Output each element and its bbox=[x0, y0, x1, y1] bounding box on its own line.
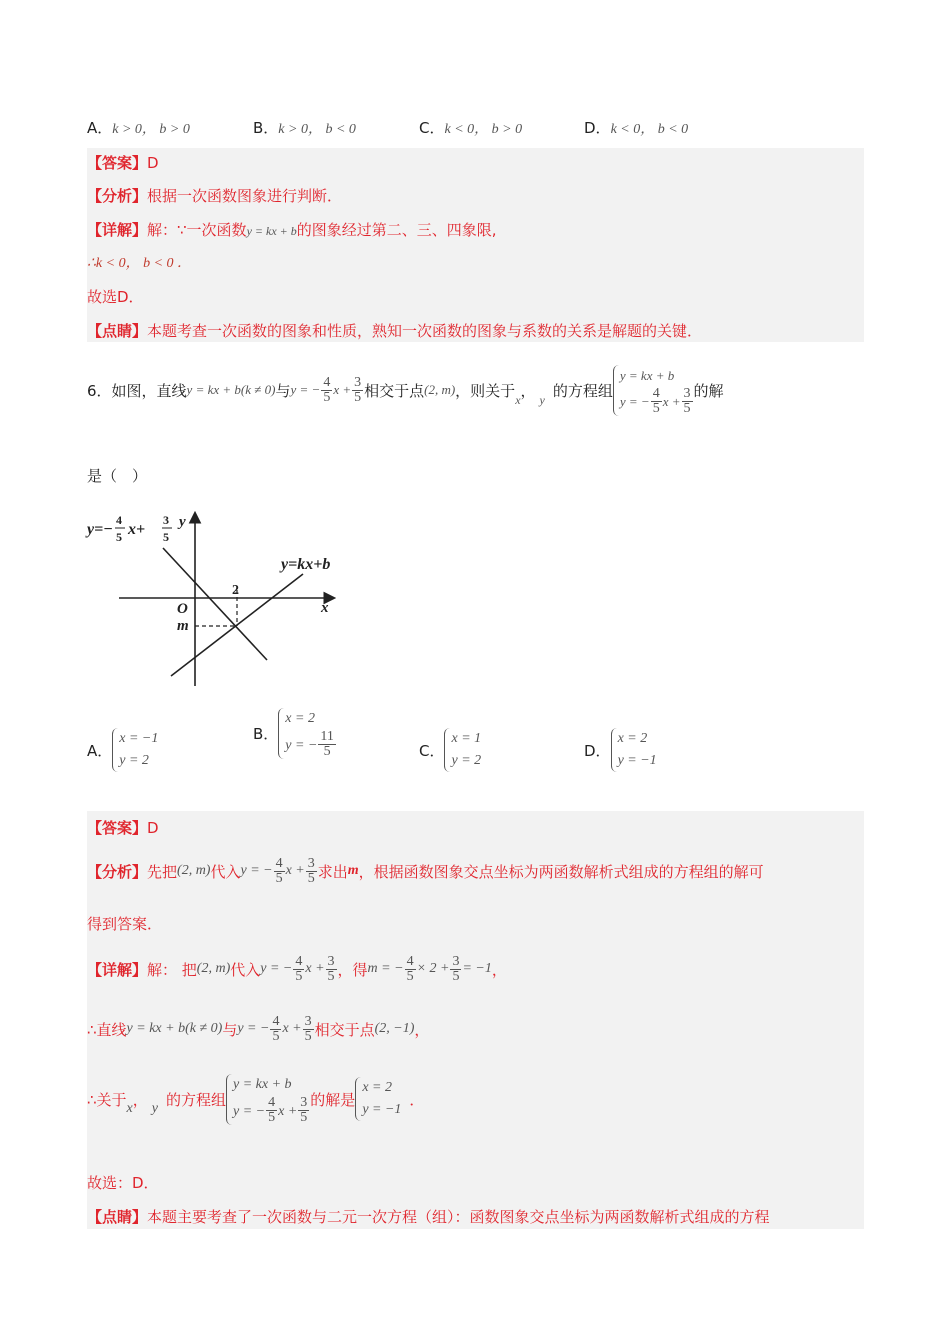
q5-conclusion: 故选D． bbox=[87, 288, 144, 306]
label-frac-5a: 5 bbox=[116, 530, 122, 544]
q5-analysis: 【分析】根据一次函数图象进行判断． bbox=[87, 187, 343, 205]
q6-analysis-line-1: 【分析】 先把 (2, m) 代入 y = − $\frac{4}{5}$ x + $\frac{3}{5}$ 求出 m ，根据函数图象交点坐标为两函数解析式组成的方程组的解可 bbox=[87, 855, 764, 886]
q6-option-a: A． x = −1 y = 2 bbox=[87, 728, 158, 772]
q6-analysis-line-2: 得到答案． bbox=[87, 915, 163, 933]
q6-option-d: D． x = 2 y = −1 bbox=[584, 728, 657, 772]
q6-comment: 【点睛】本题主要考查了一次函数与二元一次方程（组）：函数图象交点坐标为两函数解析式组成的方程 bbox=[87, 1208, 770, 1226]
q5-answer: 【答案】D bbox=[87, 154, 159, 172]
q6-answer: 【答案】D bbox=[87, 819, 159, 837]
label-frac-4: 4 bbox=[116, 513, 122, 527]
label-origin: O bbox=[177, 601, 188, 617]
label-m: m bbox=[177, 618, 189, 634]
q5-option-d: D．k < 0， b < 0 bbox=[584, 119, 689, 137]
label-2: 2 bbox=[232, 583, 239, 598]
q5-comment: 【点睛】本题考查一次函数的图象和性质，熟知一次函数的图象与系数的关系是解题的关键． bbox=[87, 322, 703, 340]
q6-line1-eq: y = kx + b(k ≠ 0) bbox=[186, 382, 276, 397]
q6-detail-line-1: 【详解】 解： 把 (2, m) 代入 y = − $\frac{4}{5}$ x + $\frac{3}{5}$ ，得 m = − $\frac{4}{5}$ × 2 + $\frac{3}{5}$ = −1 ， bbox=[87, 953, 507, 984]
q6-conclusion: 故选：D． bbox=[87, 1174, 159, 1192]
fraction-3-5: $\frac{3}{5}$ bbox=[354, 374, 362, 405]
q5-option-a: A．k > 0， b > 0 bbox=[87, 119, 190, 137]
q5-detail-line-1: 【详解】解：∵一次函数y = kx + b的图象经过第二、三、四象限, bbox=[87, 221, 497, 239]
label-line-2: y=− bbox=[87, 521, 113, 538]
q6-detail-line-2: ∴直线 y = kx + b(k ≠ 0) 与 y = − $\frac{4}{5}$ x + $\frac{3}{5}$ 相交于点 (2, −1) ， bbox=[87, 1013, 430, 1044]
q6-detail-line-3: ∴关于 x ， y 的方程组 y = kx + b y = − $\frac{4}{5}$ x + $\frac{3}{5}$ 的解是 x = 2 y = −1 ． bbox=[87, 1064, 424, 1134]
label-y-axis: y bbox=[179, 514, 186, 530]
q5-option-b: B．k > 0， b < 0 bbox=[253, 119, 356, 137]
q5-option-c: C．k < 0， b > 0 bbox=[419, 119, 523, 137]
q6-equation-system: y = kx + b y = − $\frac{4}{5}$ x + $\frac{3}{5}$ bbox=[613, 365, 694, 416]
label-line-2-x: x+ bbox=[128, 521, 146, 538]
label-line-1: y=kx+b bbox=[281, 556, 331, 573]
q6-option-b: B． x = 2 y = − $\frac{11}{5}$ bbox=[253, 708, 337, 759]
q6-option-c: C． x = 1 y = 2 bbox=[419, 728, 481, 772]
q6-stem-cont: 是（ ） bbox=[87, 467, 148, 485]
q6-graph-figure bbox=[85, 508, 365, 688]
q5-detail-line-2: ∴k < 0， b < 0 ． bbox=[87, 256, 192, 271]
q6-stem: 6．如图，直线 y = kx + b(k ≠ 0) 与 y = − $\frac{4}{5}$ x + $\frac{3}{5}$ 相交于点 (2, m) ，则关于 x ， y 的方程组 y = kx + b y = − $\frac{4}{5}$ x + $\frac{3}{5}$ 的解 bbox=[87, 355, 724, 425]
label-frac-5b: 5 bbox=[163, 530, 169, 544]
label-x-axis: x bbox=[321, 600, 329, 616]
fraction-4-5: $\frac{4}{5}$ bbox=[323, 374, 331, 405]
label-frac-3: 3 bbox=[163, 513, 169, 527]
q5-solution-panel bbox=[87, 148, 864, 342]
